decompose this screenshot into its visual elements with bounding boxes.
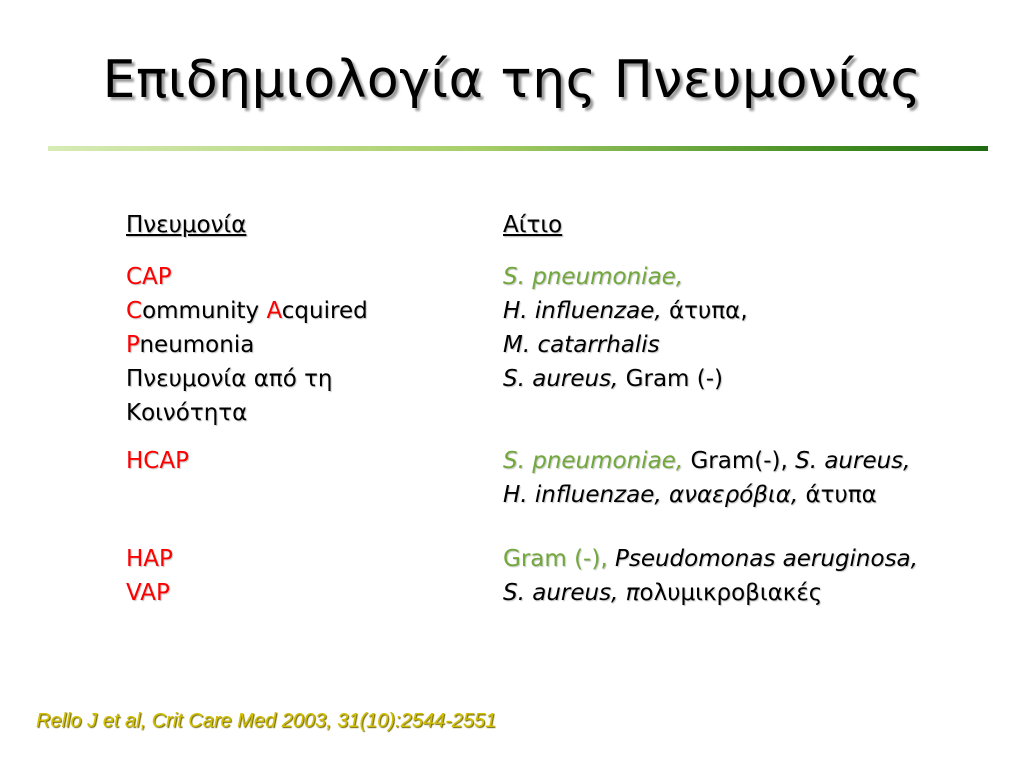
cap-cause-atypical: άτυπα, [661,298,748,324]
slide-title: Επιδημιολογία της Πνευμονίας [102,50,922,110]
cap-letter-c: C [126,298,143,324]
hcap-cause-saureus: S. aureus, [795,448,911,474]
cap-word-cquired: cquired [281,298,368,324]
hap-label: HAP [126,546,173,572]
cap-cause-line-4 [503,362,748,396]
citation: Rello J et al, Crit Care Med 2003, 31(10):2544-2551 [36,710,497,732]
hcap-block [126,444,189,478]
cap-block [126,260,368,430]
hcap-causes-block [503,444,910,512]
hcap-cause-gram: Gram(-), [683,448,796,474]
hap-cause-saureus: S. aureus, π [503,580,640,606]
title-divider [48,146,988,151]
cap-cause-saureus: S. aureus, [503,366,619,392]
cap-letter-a: A [266,298,282,324]
cap-cause-line-1: S. pneumoniae, [503,264,684,290]
hcap-cause-line-2 [503,478,910,512]
cap-line-greek-2: Κοινότητα [126,400,248,426]
hcap-cause-line-1 [503,444,910,478]
cap-word-ommunity: ommunity [142,298,267,324]
hap-cause-polymicrobial: ολυμικροβιακές [639,580,823,606]
hcap-cause-spneumoniae: S. pneumoniae, [503,448,684,474]
hap-cause-line-2 [503,576,918,610]
cap-causes-block [503,260,748,396]
cap-cause-gram: Gram (-) [618,366,724,392]
header-cause: Αίτιο [503,212,563,238]
hap-cause-pseudomonas: Pseudomonas aeruginosa, [614,546,918,572]
cap-cause-line-3: M. catarrhalis [503,332,660,358]
hap-vap-block [126,542,173,610]
hap-causes-block [503,542,918,610]
hcap-cause-atypical: άτυπα [798,482,877,508]
cap-label: CAP [126,264,172,290]
cap-cause-line-2 [503,294,748,328]
cap-cause-hinfluenzae: H. influenzae, [503,298,662,324]
cap-letter-p: P [126,332,140,358]
vap-label: VAP [126,580,170,606]
cap-line-greek-1: Πνευμονία από τη [126,366,333,392]
hap-cause-line-1 [503,542,918,576]
hcap-cause-hinfluenzae: H. influenzae, αναερόβια, [503,482,799,508]
cap-word-neumonia: neumonia [139,332,255,358]
cap-line-pneumonia [126,328,368,362]
hap-cause-gram: Gram (-), [503,546,615,572]
cap-line-community-acquired [126,294,368,328]
hcap-label: HCAP [126,448,189,474]
header-pneumonia: Πνευμονία [126,212,247,238]
